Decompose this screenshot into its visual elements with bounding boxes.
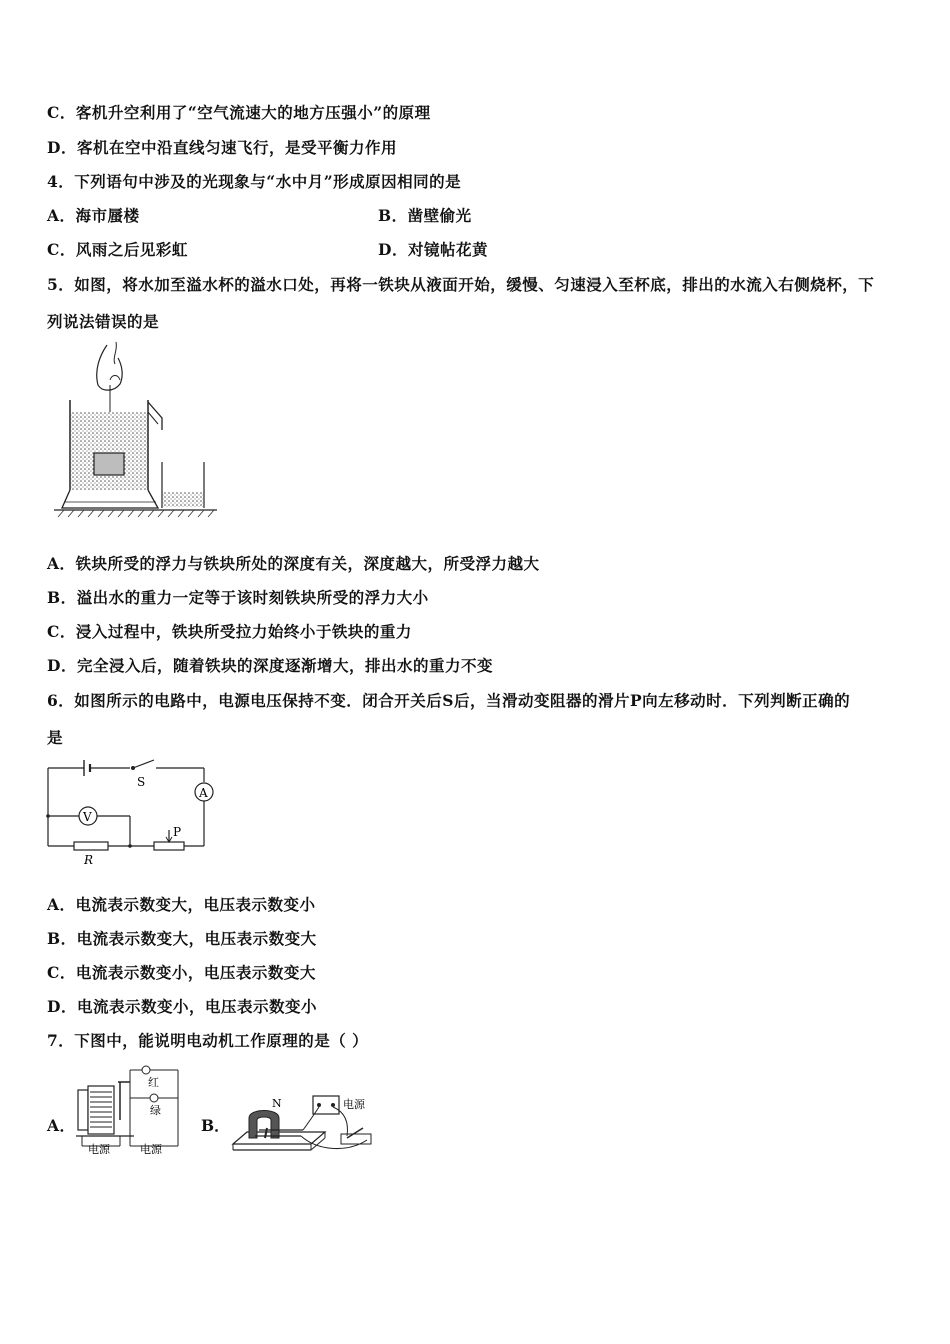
power-label: 电源 [343,1098,365,1111]
q4-option-d: D．对镜帖花黄 [378,240,488,259]
q5-stem-line2: 列说法错误的是 [47,312,160,331]
q5-option-d: D．完全浸入后，随着铁块的深度逐渐增大，排出水的重力不变 [47,656,493,675]
overflow-cup-figure [52,340,222,522]
q7-option-b-label: B． [201,1116,230,1135]
q6-option-a: A．电流表示数变大，电压表示数变小 [47,895,316,914]
q6-option-d: D．电流表示数变小，电压表示数变小 [47,997,317,1016]
q4-option-b: B．凿壁偷光 [378,206,472,225]
q4-stem: 4．下列语句中涉及的光现象与“水中月”形成原因相同的是 [47,172,462,191]
q6-stem-line1: 6．如图所示的电路中，电源电压保持不变．闭合开关后S后，当滑动变阻器的滑片P向左移动时．下列判断正确的 [47,691,851,710]
q5-option-a: A．铁块所受的浮力与铁块所处的深度有关，深度越大，所受浮力越大 [47,554,540,573]
q5-option-c: C．浸入过程中，铁块所受拉力始终小于铁块的重力 [47,622,412,641]
q5-stem-line1: 5．如图，将水加至溢水杯的溢水口处，再将一铁块从液面开始，缓慢、匀速浸入至杯底，排出的水流入右侧烧杯，下 [47,275,875,294]
q3-option-c: C．客机升空利用了“空气流速大的地方压强小”的原理 [47,103,431,122]
lamp-red-label: 红 [148,1076,159,1089]
relay-circuit-figure [74,1062,184,1154]
q3-option-d: D．客机在空中沿直线匀速飞行，是受平衡力作用 [47,138,397,157]
motor-principle-figure [229,1092,381,1156]
power1-label: 电源 [88,1143,110,1154]
q7-option-a-label: A． [47,1116,76,1135]
magnet-pole-label: N [272,1097,282,1110]
q6-option-c: C．电流表示数变小，电压表示数变大 [47,963,316,982]
power2-label: 电源 [140,1143,162,1154]
q4-option-a: A．海市蜃楼 [47,206,140,225]
lamp-green-label: 绿 [150,1104,161,1117]
q6-option-b: B．电流表示数变大，电压表示数变大 [47,929,317,948]
q4-option-c: C．风雨之后见彩虹 [47,240,188,259]
q6-stem-line2: 是 [47,728,64,747]
resistor-label: R [84,853,94,867]
switch-label: S [137,775,146,789]
q5-option-b: B．溢出水的重力一定等于该时刻铁块所受的浮力大小 [47,588,429,607]
circuit-figure [44,756,224,868]
ammeter-label: A [199,786,208,800]
slider-label: P [173,825,182,839]
voltmeter-label: V [83,810,92,824]
q7-stem: 7．下图中，能说明电动机工作原理的是（ ） [47,1031,369,1050]
